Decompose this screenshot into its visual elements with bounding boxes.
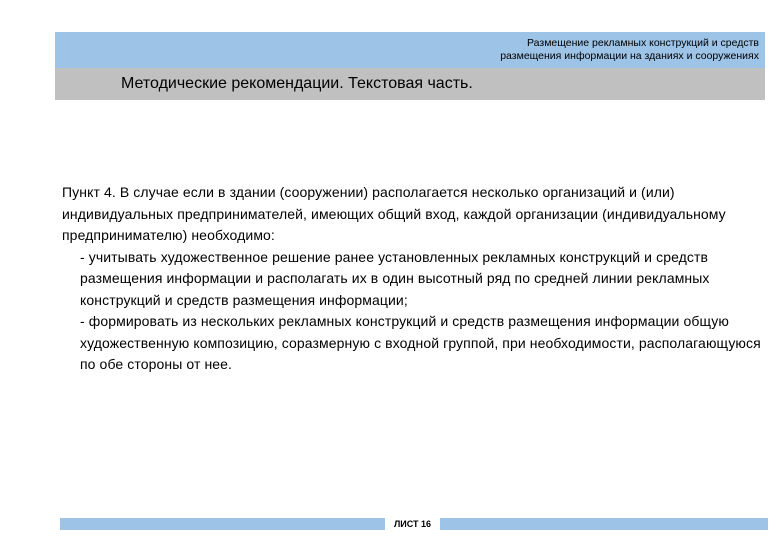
footer-bar-left [60, 518, 385, 530]
subtitle-band [55, 68, 765, 100]
paragraph-bullet-2: - формировать из нескольких рекламных конструкций и средств размещения информации общую художественную композицию, соразмерную с входной группой, при необходимости, располагающуюся по обе стороны от нее. [80, 313, 761, 372]
document-title [500, 37, 759, 63]
document-title-line-2: размещения информации на зданиях и сооружениях [500, 50, 759, 62]
document-title-line-1: Размещение рекламных конструкций и средств [527, 37, 759, 49]
section-subtitle: Методические рекомендации. Текстовая часть. [121, 75, 473, 92]
paragraph-item-4: Пункт 4. В случае если в здании (сооружении) располагается несколько организаций и (или) индивидуальных предпринимателей, имеющих общий вход, каждой организации (индивидуальному предпринимателю) необходимо: [62, 184, 726, 243]
page-number: ЛИСТ 16 [393, 519, 432, 529]
body-text [62, 182, 767, 376]
footer-bar-right [440, 518, 768, 530]
paragraph-bullet-1: - учитывать художественное решение ранее установленных рекламных конструкций и средств размещения информации и располагать их в один высотный ряд по средней линии рекламных конструкций и средств размещения информации; [80, 248, 710, 308]
header-band [55, 32, 765, 68]
